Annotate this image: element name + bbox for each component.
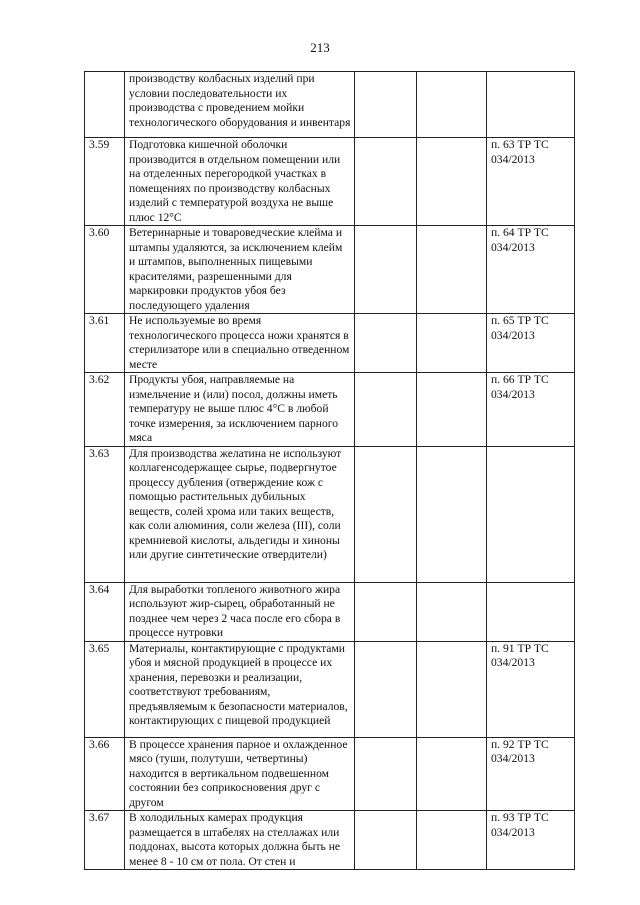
requirements-table-body (85, 72, 575, 870)
regulation-reference: п. 65 ТР ТС 034/2013 (487, 314, 575, 373)
empty-cell (417, 811, 487, 870)
regulation-reference: п. 91 ТР ТС 034/2013 (487, 641, 575, 737)
page-number: 213 (310, 40, 330, 55)
row-number: 3.66 (85, 737, 125, 811)
row-number: 3.67 (85, 811, 125, 870)
table-row (85, 582, 575, 641)
requirements-table (84, 71, 575, 870)
row-number: 3.59 (85, 138, 125, 226)
empty-cell (355, 811, 417, 870)
empty-cell (355, 446, 417, 582)
empty-cell (355, 737, 417, 811)
empty-cell (355, 72, 417, 138)
requirement-text: Ветеринарные и товароведческие клейма и штампы удаляются, за исключением клейм и штампов, выполненных пищевыми красителями, разрешенными для маркировки продуктов убоя без последующего удаления (125, 226, 355, 314)
empty-cell (417, 446, 487, 582)
table-row (85, 226, 575, 314)
requirement-text: Подготовка кишечной оболочки производится в отдельном помещении или на отделенных перегородкой участках в помещениях по производству колбасных изделий с температурой воздуха не выше плюс 12°C (125, 138, 355, 226)
empty-cell (417, 72, 487, 138)
row-number: 3.64 (85, 582, 125, 641)
requirement-text: В процессе хранения парное и охлажденное мясо (туши, полутуши, четвертины) находится в вертикальном подвешенном состоянии без соприкосновения друг с другом (125, 737, 355, 811)
row-number: 3.63 (85, 446, 125, 582)
empty-cell (355, 641, 417, 737)
empty-cell (417, 373, 487, 447)
empty-cell (355, 582, 417, 641)
regulation-reference: п. 93 ТР ТС 034/2013 (487, 811, 575, 870)
empty-cell (355, 373, 417, 447)
empty-cell (417, 226, 487, 314)
regulation-reference (487, 446, 575, 582)
regulation-reference: п. 63 ТР ТС 034/2013 (487, 138, 575, 226)
table-row (85, 373, 575, 447)
regulation-reference: п. 92 ТР ТС 034/2013 (487, 737, 575, 811)
empty-cell (355, 314, 417, 373)
table-row (85, 72, 575, 138)
requirement-text: Для производства желатина не используют коллагенсодержащее сырье, подвергнутое процессу дубления (отверждение кож с помощью растительных дубильных веществ, солей хрома или таких веществ, как соли алюминия, соли железа (III), соли кремниевой кислоты, альдегиды и хиноны или другие синтетические отвердители) (125, 446, 355, 582)
table-row (85, 811, 575, 870)
requirement-text: Для выработки топленого животного жира используют жир-сырец, обработанный не позднее чем через 2 часа после его сбора в процессе нутровки (125, 582, 355, 641)
table-row (85, 641, 575, 737)
regulation-reference (487, 72, 575, 138)
empty-cell (417, 641, 487, 737)
table-row (85, 138, 575, 226)
table-row (85, 314, 575, 373)
requirement-text: В холодильных камерах продукция размещается в штабелях на стеллажах или поддонах, высота которых должна быть не менее 8 - 10 см от пола. От стен и (125, 811, 355, 870)
requirement-text: Материалы, контактирующие с продуктами убоя и мясной продукцией в процессе их хранения, перевозки и реализации, соответствуют требованиям, предъявляемым к безопасности материалов, контактирующих с пищевой продукцией (125, 641, 355, 737)
requirement-text: Продукты убоя, направляемые на измельчение и (или) посол, должны иметь температуру не выше плюс 4°C в любой точке измерения, за исключением парного мяса (125, 373, 355, 447)
requirement-text: производству колбасных изделий при условии последовательности их производства с проведением мойки технологического оборудования и инвентаря (125, 72, 355, 138)
regulation-reference (487, 582, 575, 641)
table-row (85, 446, 575, 582)
row-number: 3.60 (85, 226, 125, 314)
empty-cell (417, 314, 487, 373)
empty-cell (355, 226, 417, 314)
row-number (85, 72, 125, 138)
row-number: 3.62 (85, 373, 125, 447)
requirement-text: Не используемые во время технологического процесса ножи хранятся в стерилизаторе или в специально отведенном месте (125, 314, 355, 373)
row-number: 3.61 (85, 314, 125, 373)
regulation-reference: п. 64 ТР ТС 034/2013 (487, 226, 575, 314)
table-row (85, 737, 575, 811)
empty-cell (417, 138, 487, 226)
empty-cell (417, 737, 487, 811)
empty-cell (355, 138, 417, 226)
row-number: 3.65 (85, 641, 125, 737)
regulation-reference: п. 66 ТР ТС 034/2013 (487, 373, 575, 447)
empty-cell (417, 582, 487, 641)
